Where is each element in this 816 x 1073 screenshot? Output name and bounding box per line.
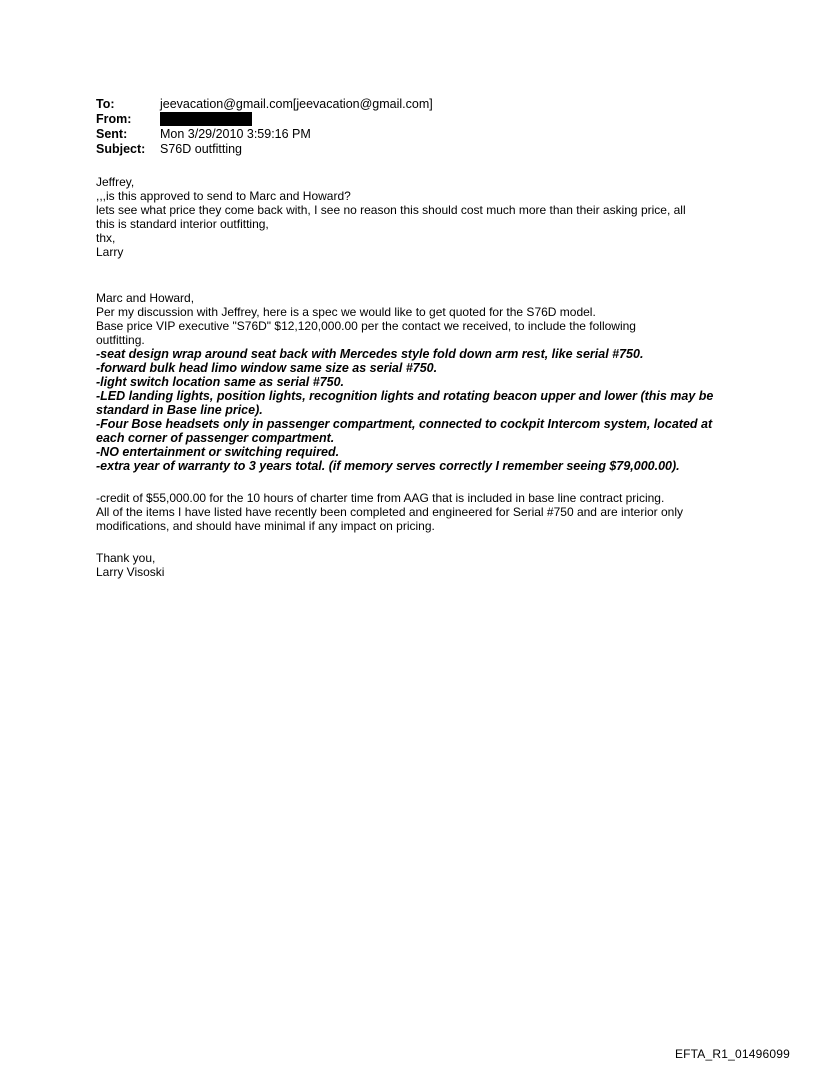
credit-section xyxy=(96,491,736,533)
spec-item: -seat design wrap around seat back with Mercedes style fold down arm rest, like serial #750. xyxy=(96,347,644,361)
spec-item: -LED landing lights, position lights, recognition lights and rotating beacon upper and lower (this may be xyxy=(96,389,714,403)
spec-item: standard in Base line price). xyxy=(96,403,263,417)
note-line-1: ,,,is this approved to send to Marc and Howard? xyxy=(96,189,351,203)
spec-item: -NO entertainment or switching required. xyxy=(96,445,340,459)
spec-item: each corner of passenger compartment. xyxy=(96,431,335,445)
subject-row xyxy=(96,142,433,157)
sent-label: Sent: xyxy=(96,127,128,141)
credit-line-2: All of the items I have listed have recently been completed and engineered for Serial #750 and are interior only xyxy=(96,505,684,519)
subject-value: S76D outfitting xyxy=(160,142,242,156)
note-line-4: thx, xyxy=(96,231,116,245)
forward-line-2: Base price VIP executive "S76D" $12,120,000.00 per the contact we received, to include the following xyxy=(96,319,636,333)
to-label: To: xyxy=(96,97,115,111)
closing-thanks: Thank you, xyxy=(96,551,156,565)
document-id: EFTA_R1_01496099 xyxy=(674,1047,790,1061)
forward-section xyxy=(96,291,736,473)
email-header xyxy=(96,97,433,157)
credit-line-1: -credit of $55,000.00 for the 10 hours of charter time from AAG that is included in base line contract pricing. xyxy=(96,491,665,505)
subject-label: Subject: xyxy=(96,142,146,156)
note-signoff: Larry xyxy=(96,245,124,259)
closing-signature: Larry Visoski xyxy=(96,565,165,579)
from-row xyxy=(96,112,433,127)
spec-item: -extra year of warranty to 3 years total. (if memory serves correctly I remember seeing $79,000.00). xyxy=(96,459,680,473)
to-value: jeevacation@gmail.com[jeevacation@gmail.com] xyxy=(160,97,433,111)
from-redaction xyxy=(160,112,252,126)
closing-section xyxy=(96,551,736,579)
forward-greeting: Marc and Howard, xyxy=(96,291,195,305)
sent-value: Mon 3/29/2010 3:59:16 PM xyxy=(160,127,311,141)
note-section xyxy=(96,175,736,259)
forward-line-3: outfitting. xyxy=(96,333,145,347)
spec-item: -Four Bose headsets only in passenger compartment, connected to cockpit Intercom system, located at xyxy=(96,417,713,431)
spec-item: -light switch location same as serial #750. xyxy=(96,375,345,389)
forward-line-1: Per my discussion with Jeffrey, here is a spec we would like to get quoted for the S76D model. xyxy=(96,305,596,319)
spec-item: -forward bulk head limo window same size as serial #750. xyxy=(96,361,438,375)
sent-row xyxy=(96,127,433,142)
credit-line-3: modifications, and should have minimal if any impact on pricing. xyxy=(96,519,435,533)
to-row xyxy=(96,97,433,112)
note-greeting: Jeffrey, xyxy=(96,175,135,189)
note-line-3: this is standard interior outfitting, xyxy=(96,217,269,231)
note-line-2: lets see what price they come back with, I see no reason this should cost much more than their asking price, all xyxy=(96,203,686,217)
from-label: From: xyxy=(96,112,132,126)
